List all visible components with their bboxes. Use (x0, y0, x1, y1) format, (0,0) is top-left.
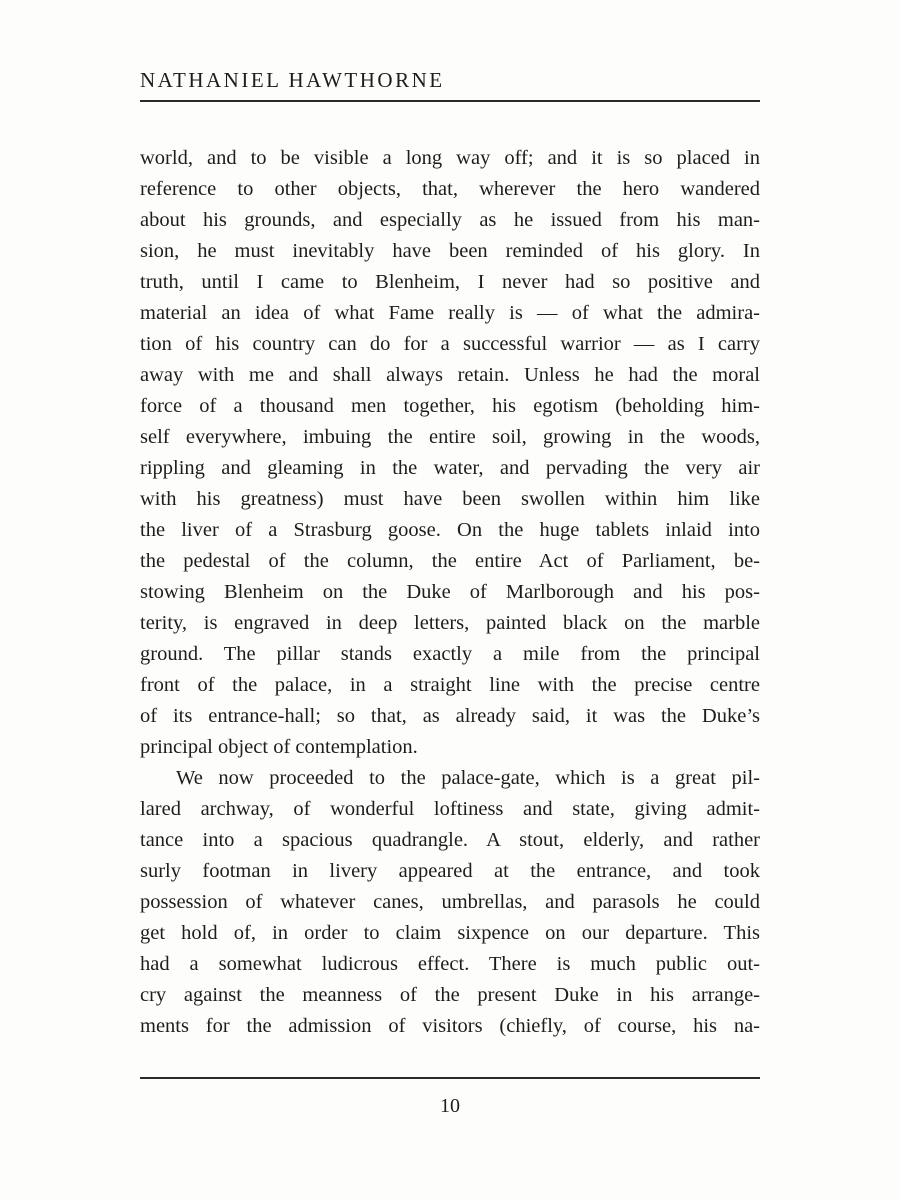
text-line: world, and to be visible a long way off; and it is so placed in (140, 147, 760, 169)
text-line: sion, he must inevitably have been reminded of his glory. In (140, 240, 760, 262)
page-number: 10 (440, 1095, 460, 1117)
text-line: tion of his country can do for a successful warrior — as I carry (140, 333, 760, 355)
text-line: reference to other objects, that, wherever the hero wandered (140, 178, 760, 200)
text-line: truth, until I came to Blenheim, I never had so positive and (140, 271, 760, 293)
text-line: of its entrance-hall; so that, as already said, it was the Duke’s (140, 705, 760, 727)
paragraph (140, 143, 760, 763)
running-head-author: NATHANIEL HAWTHORNE (140, 68, 445, 92)
text-line: away with me and shall always retain. Unless he had the moral (140, 364, 760, 386)
paragraph (140, 763, 760, 1042)
header-rule (140, 100, 760, 102)
text-line: get hold of, in order to claim sixpence on our departure. This (140, 922, 760, 944)
text-line: lared archway, of wonderful loftiness and state, giving admit- (140, 798, 760, 820)
text-line: cry against the meanness of the present Duke in his arrange- (140, 984, 760, 1006)
text-line: rippling and gleaming in the water, and pervading the very air (140, 457, 760, 479)
text-line: material an idea of what Fame really is — of what the admira- (140, 302, 760, 324)
text-line: the pedestal of the column, the entire Act of Parliament, be- (140, 550, 760, 572)
text-line: with his greatness) must have been swollen within him like (140, 488, 760, 510)
text-line: front of the palace, in a straight line with the precise centre (140, 674, 760, 696)
text-line: tance into a spacious quadrangle. A stout, elderly, and rather (140, 829, 760, 851)
text-line: self everywhere, imbuing the entire soil, growing in the woods, (140, 426, 760, 448)
text-line: terity, is engraved in deep letters, painted black on the marble (140, 612, 760, 634)
text-line: surly footman in livery appeared at the entrance, and took (140, 860, 760, 882)
page-header (140, 0, 760, 102)
text-line: had a somewhat ludicrous effect. There is much public out- (140, 953, 760, 975)
text-line: ground. The pillar stands exactly a mile from the principal (140, 643, 760, 665)
footer-rule (140, 1077, 760, 1079)
text-line: stowing Blenheim on the Duke of Marlborough and his pos- (140, 581, 760, 603)
text-line: about his grounds, and especially as he issued from his man- (140, 209, 760, 231)
body-text (140, 143, 760, 1042)
text-line: principal object of contemplation. (140, 736, 418, 758)
text-line: ments for the admission of visitors (chiefly, of course, his na- (140, 1015, 760, 1037)
text-line: We now proceeded to the palace-gate, which is a great pil- (176, 767, 760, 789)
page-footer (140, 1077, 760, 1118)
text-line: possession of whatever canes, umbrellas, and parasols he could (140, 891, 760, 913)
text-line: force of a thousand men together, his egotism (beholding him- (140, 395, 760, 417)
text-line: the liver of a Strasburg goose. On the huge tablets inlaid into (140, 519, 760, 541)
